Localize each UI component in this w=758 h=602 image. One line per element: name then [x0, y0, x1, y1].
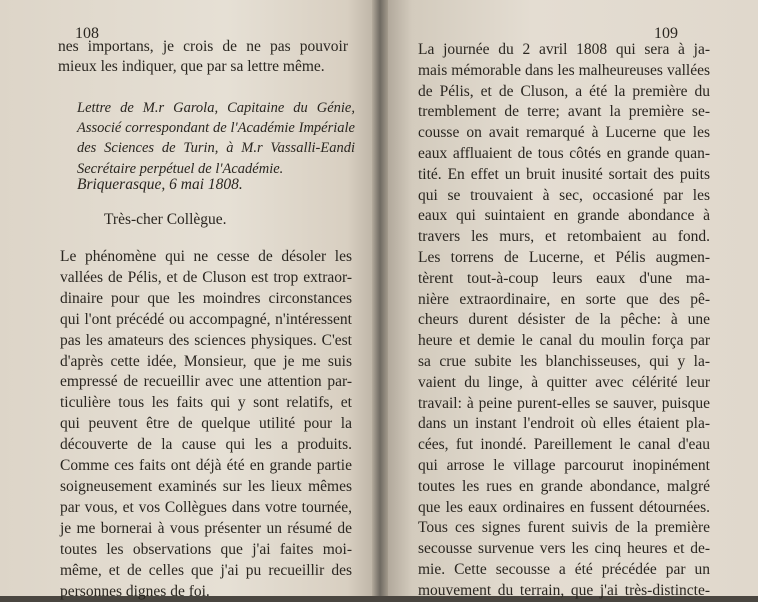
text-line: Associé correspondant de l'Académie Impériale — [77, 118, 355, 138]
text-line: Comme ces faits ont déjà été en grande partie — [60, 456, 352, 477]
page-number-left: 108 — [75, 25, 99, 43]
text-line: sa crue subite les blanchisseuses, qui y la- — [418, 352, 710, 373]
text-line: cées, fut inondé. Pareillement le canal d'eau — [418, 435, 710, 456]
left-top-paragraph — [58, 37, 348, 77]
text-line: secousse survenue vers les cinq heures et de- — [418, 539, 710, 560]
text-line: soigneusement examinés sur les lieux mêmes — [60, 477, 352, 498]
page-number-right: 109 — [654, 25, 678, 43]
text-line: de Pélis, et de Cluson, a été la première du — [418, 82, 710, 103]
text-line: Secrétaire perpétuel de l'Académie. — [77, 159, 355, 179]
text-line: qui l'ont précédé ou accompagné, n'intéressent — [60, 310, 352, 331]
text-line: ticulière tous les faits qui y sont relatifs, et — [60, 393, 352, 414]
text-line: vallées de Pélis, et de Cluson est trop extraor- — [60, 268, 352, 289]
text-line: cheurs durent désister de la pêche: à une — [418, 310, 710, 331]
text-line: vaient du linge, à quitter avec célérité leur — [418, 373, 710, 394]
left-body-paragraph — [60, 247, 352, 602]
text-line: mie. Cette secousse a été précédée par un — [418, 560, 710, 581]
text-line: heure et demie le canal du moulin força par — [418, 331, 710, 352]
text-line: Lettre de M.r Garola, Capitaine du Génie, — [77, 98, 355, 118]
text-line: que les eaux ordinaires en fussent détournées. — [418, 498, 710, 519]
text-line: mouvement du terrain, que j'ai très-distincte- — [418, 581, 710, 602]
letter-salutation: Très-cher Collègue. — [104, 210, 304, 230]
text-line: travers les murs, et retombaient au fond. — [418, 227, 710, 248]
text-line: même, et de celles que j'ai pu recueillir des — [60, 561, 352, 582]
text-line: dinaire pour que les moindres circonstances — [60, 289, 352, 310]
text-line: tèrent tout-à-coup leurs eaux d'une ma- — [418, 269, 710, 290]
text-line: par vous, et vos Collègues dans votre tournée, — [60, 498, 352, 519]
letter-dateline: Briquerasque, 6 mai 1808. — [77, 175, 277, 195]
letter-header — [77, 98, 355, 179]
text-line: toutes les rues en grande abondance, malgré — [418, 477, 710, 498]
text-line: dans un instant l'endroit où elles étaient pla- — [418, 414, 710, 435]
text-line: personnes dignes de foi. — [60, 582, 352, 602]
text-line: nes importans, je crois de ne pas pouvoir — [58, 37, 348, 57]
text-line: toutes les observations que j'ai faites moi- — [60, 540, 352, 561]
text-line: tremblement de terre; avant la première se- — [418, 102, 710, 123]
text-line: mieux les indiquer, que par sa lettre même. — [58, 57, 348, 77]
text-line: découverte de la cause qui les a produits. — [60, 435, 352, 456]
text-line: qui se trouvaient à sec, occasioné par les — [418, 186, 710, 207]
text-line: cousse on avait remarqué à Lucerne que les — [418, 123, 710, 144]
text-line: d'après cette idée, Monsieur, que je me suis — [60, 352, 352, 373]
text-line: nière extraordinaire, en sorte que des pê- — [418, 290, 710, 311]
text-line: Le phénomène qui ne cesse de désoler les — [60, 247, 352, 268]
text-line: La journée du 2 avril 1808 qui sera à ja- — [418, 40, 710, 61]
text-line: travail: à peine purent-elles se sauver, puisque — [418, 394, 710, 415]
text-line: Les torrens de Lucerne, et Pélis augmen- — [418, 248, 710, 269]
text-line: Tous ces signes furent suivis de la première — [418, 518, 710, 539]
text-line: eaux affluaient de tous côtés en grande quan- — [418, 144, 710, 165]
right-body-paragraph — [418, 40, 710, 602]
text-line: mais mémorable dans les malheureuses vallées — [418, 61, 710, 82]
book-gutter — [372, 0, 388, 596]
text-line: pas les amateurs des sciences physiques. C'est — [60, 331, 352, 352]
text-line: empressé de recueillir avec une attention par- — [60, 372, 352, 393]
text-line: des Sciences de Turin, à M.r Vassalli-Eandi — [77, 138, 355, 158]
text-line: qui arrose le village parcourut inopinément — [418, 456, 710, 477]
text-line: qui peuvent être de quelque utilité pour la — [60, 414, 352, 435]
text-line: tité. En effet un bruit inusité sortait des puits — [418, 165, 710, 186]
text-line: je me bornerai à vous présenter un résumé de — [60, 519, 352, 540]
text-line: eaux qui suintaient en grande abondance à — [418, 206, 710, 227]
